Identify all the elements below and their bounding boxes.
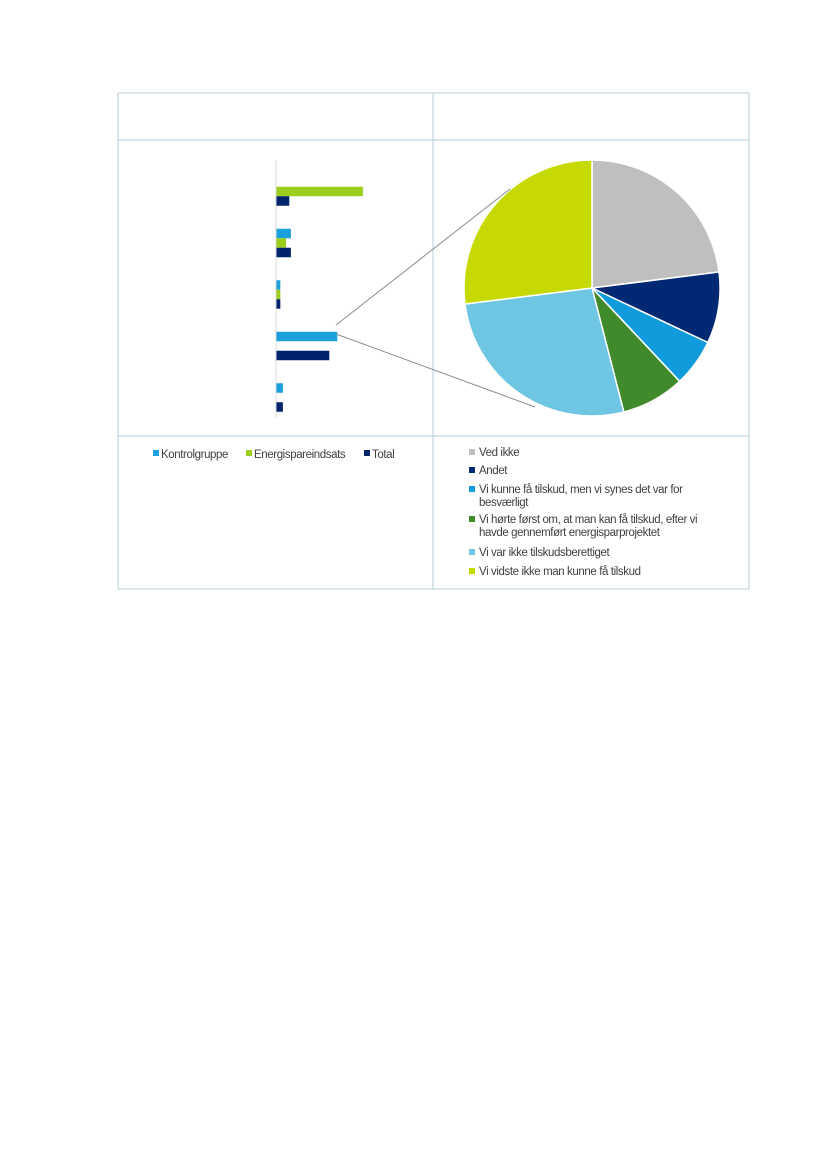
pie-slice-1 [592, 160, 719, 288]
bar-energispareindsats-2 [277, 238, 287, 248]
bar-legend-label-total: Total [372, 449, 395, 461]
pie-legend-label-2: Andet [479, 465, 508, 477]
bar-total-5 [277, 402, 283, 412]
pie-legend-label-5: Vi var ikke tilskudsberettiget [479, 547, 610, 559]
pie-slice-6 [464, 160, 592, 304]
pie-legend-swatch-4 [469, 516, 475, 522]
pie-legend-label-3: Vi kunne få tilskud, men vi synes det var for besværligt [479, 484, 683, 509]
bar-total-2 [277, 248, 291, 258]
bar-chart [276, 160, 363, 418]
bar-legend-label-kontrolgruppe: Kontrolgruppe [161, 449, 229, 461]
bar-legend-swatch-kontrolgruppe [153, 450, 159, 456]
bar-legend-label-energispareindsats: Energispareindsats [254, 449, 346, 461]
bar-energispareindsats-1 [277, 187, 363, 197]
bar-legend-swatch-energispareindsats [246, 450, 252, 456]
pie-legend-label-6: Vi vidste ikke man kunne få tilskud [479, 566, 641, 578]
pie-legend-swatch-5 [469, 549, 475, 555]
bar-total-3 [277, 299, 281, 309]
bar-kontrolgruppe-3 [277, 280, 281, 290]
pie-legend-label-4: Vi hørte først om, at man kan få tilskud, efter vi havde gennemført energisparprojektet [479, 514, 698, 539]
bar-kontrolgruppe-5 [277, 383, 283, 393]
pie-chart-legend [469, 447, 697, 578]
bar-kontrolgruppe-4 [277, 332, 338, 342]
pie-legend-label-1: Ved ikke [479, 447, 520, 459]
bar-energispareindsats-3 [277, 290, 281, 300]
pie-legend-swatch-6 [469, 568, 475, 574]
pie-legend-swatch-3 [469, 486, 475, 492]
bar-total-1 [277, 196, 290, 206]
pie-chart [464, 160, 720, 416]
pie-legend-swatch-2 [469, 467, 475, 473]
bar-total-4 [277, 351, 330, 361]
pie-legend-swatch-1 [469, 449, 475, 455]
bar-chart-legend [153, 449, 394, 461]
bar-legend-swatch-total [364, 450, 370, 456]
bar-kontrolgruppe-2 [277, 229, 291, 239]
